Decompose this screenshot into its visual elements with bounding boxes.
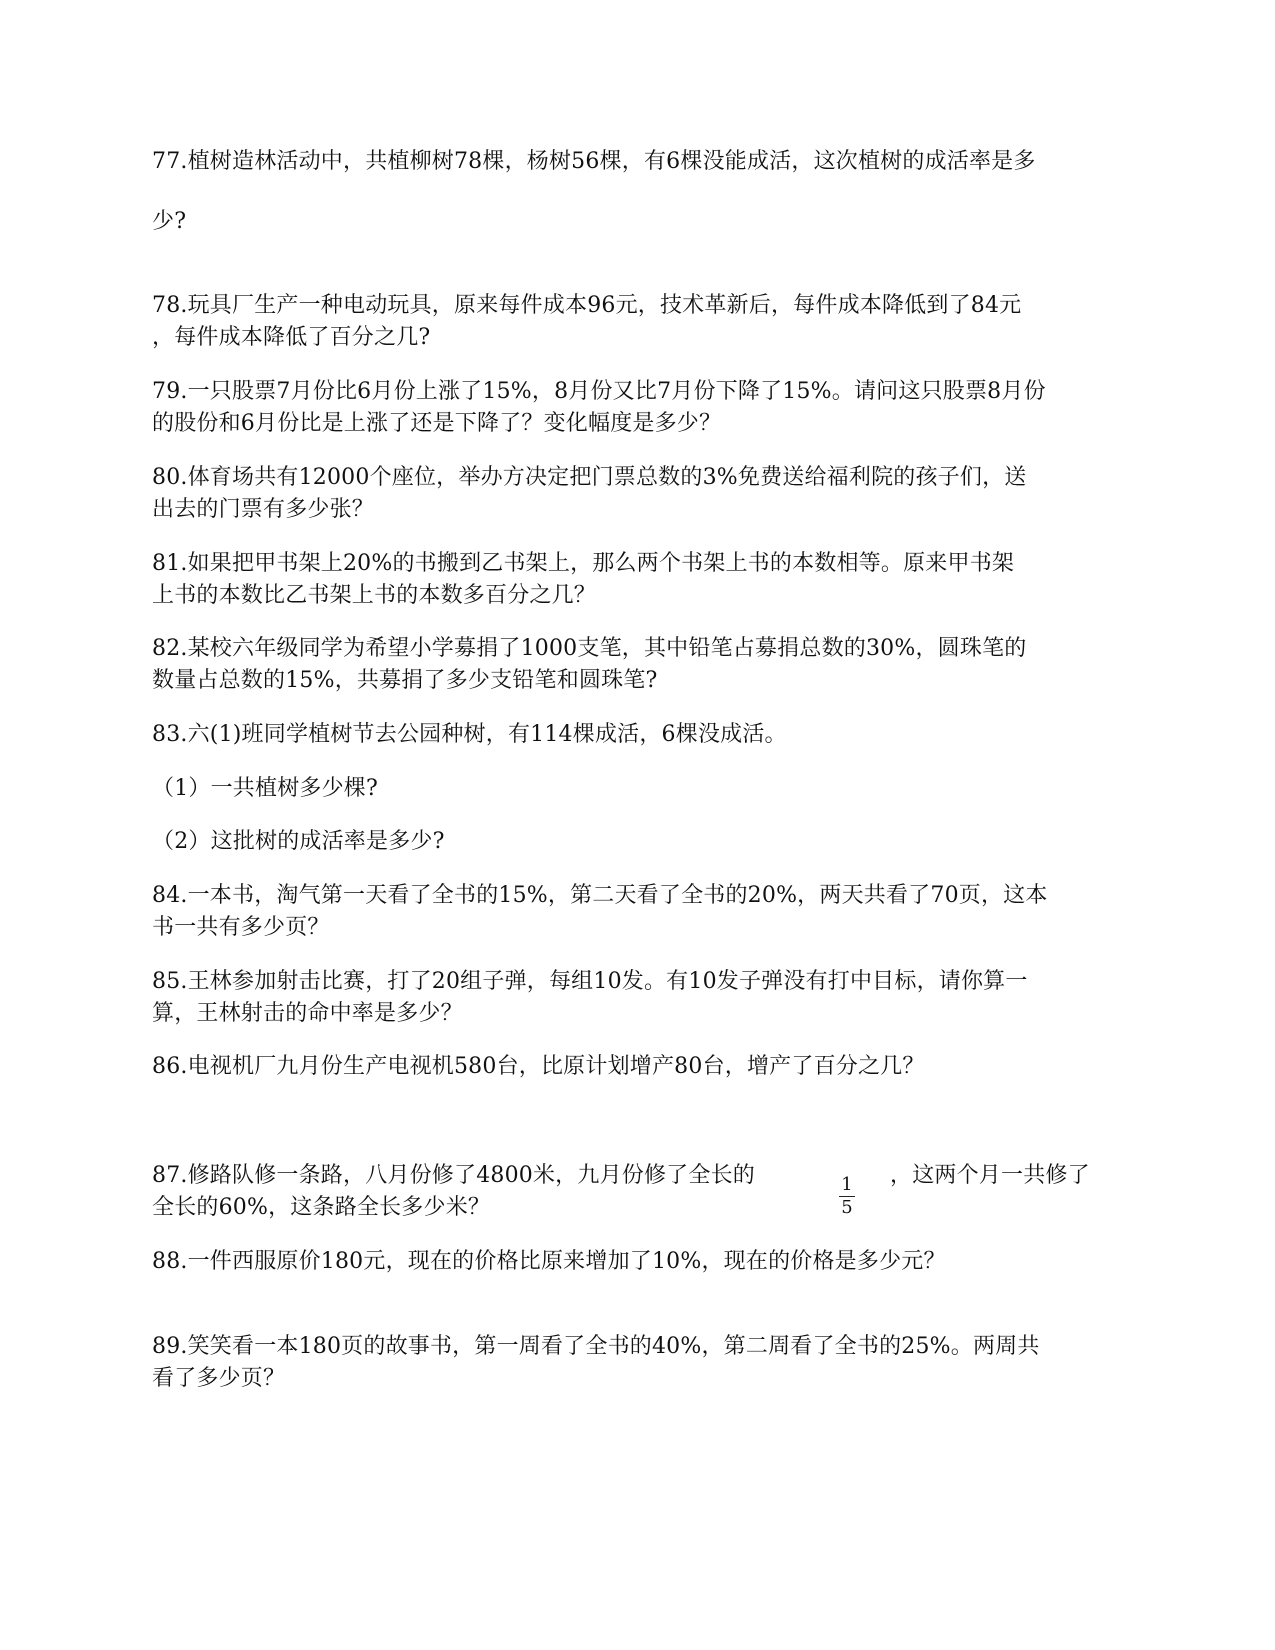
problem-80-line-2: 出去的门票有多少张？	[152, 497, 375, 522]
problem-82-line-2: 数量占总数的15%，共募捐了多少支铅笔和圆珠笔?	[152, 668, 658, 693]
problem-89-line-2: 看了多少页？	[152, 1366, 286, 1391]
problem-83-line-1: 83.六(1)班同学植树节去公园种树，有114棵成活，6棵没成活。	[152, 722, 787, 747]
problem-82-line-1: 82.某校六年级同学为希望小学募捐了1000支笔，其中铅笔占募捐总数的30%，圆珠笔的	[152, 636, 1027, 661]
problem-77-line-2: 少?	[152, 209, 187, 234]
problem-85-line-2: 算，王林射击的命中率是多少？	[152, 1001, 463, 1026]
problem-85-line-1: 85.王林参加射击比赛，打了20组子弹，每组10发。有10发子弹没有打中目标，请你算一	[152, 969, 1028, 994]
problem-79-line-1: 79.一只股票7月份比6月份上涨了15%，8月份又比7月份下降了15%。请问这只股票8月份	[152, 379, 1046, 404]
problem-79-line-2: 的股份和6月份比是上涨了还是下降了？变化幅度是多少？	[152, 411, 722, 436]
problem-89-line-1: 89.笑笑看一本180页的故事书，第一周看了全书的40%，第二周看了全书的25%。两周共	[152, 1334, 1040, 1359]
problem-88-line-1: 88.一件西服原价180元，现在的价格比原来增加了10%，现在的价格是多少元？	[152, 1249, 946, 1274]
fraction-numerator: 1	[841, 1174, 853, 1195]
problem-83-subquestion-2: （2）这批树的成活率是多少?	[152, 829, 445, 854]
problem-87-line-2: 全长的60%，这条路全长多少米？	[152, 1195, 491, 1220]
fraction-denominator: 5	[841, 1197, 853, 1218]
problem-84-line-2: 书一共有多少页？	[152, 915, 330, 940]
problem-77-line-1: 77.植树造林活动中，共植柳树78棵，杨树56棵，有6棵没能成活，这次植树的成活率是多	[152, 149, 1036, 174]
problem-78-line-2: ，每件成本降低了百分之几?	[152, 325, 431, 350]
problem-81-line-1: 81.如果把甲书架上20%的书搬到乙书架上，那么两个书架上书的本数相等。原来甲书架	[152, 551, 1015, 576]
problem-83-subquestion-1: （1）一共植树多少棵?	[152, 776, 378, 801]
problem-87-line-1-part-1: 87.修路队修一条路，八月份修了4800米，九月份修了全长的	[152, 1163, 755, 1188]
problem-87-line-1-part-2: ，这两个月一共修了	[890, 1163, 1090, 1188]
problem-86-line-1: 86.电视机厂九月份生产电视机580台，比原计划增产80台，增产了百分之几？	[152, 1054, 925, 1079]
problem-81-line-2: 上书的本数比乙书架上书的本数多百分之几？	[152, 583, 597, 608]
problem-80-line-1: 80.体育场共有12000个座位，举办方决定把门票总数的3%免费送给福利院的孩子们，送	[152, 465, 1027, 490]
fraction-one-fifth	[836, 1175, 858, 1218]
problem-84-line-1: 84.一本书，淘气第一天看了全书的15%，第二天看了全书的20%，两天共看了70页，这本	[152, 883, 1048, 908]
problem-78-line-1: 78.玩具厂生产一种电动玩具，原来每件成本96元，技术革新后，每件成本降低到了84元	[152, 293, 1022, 318]
